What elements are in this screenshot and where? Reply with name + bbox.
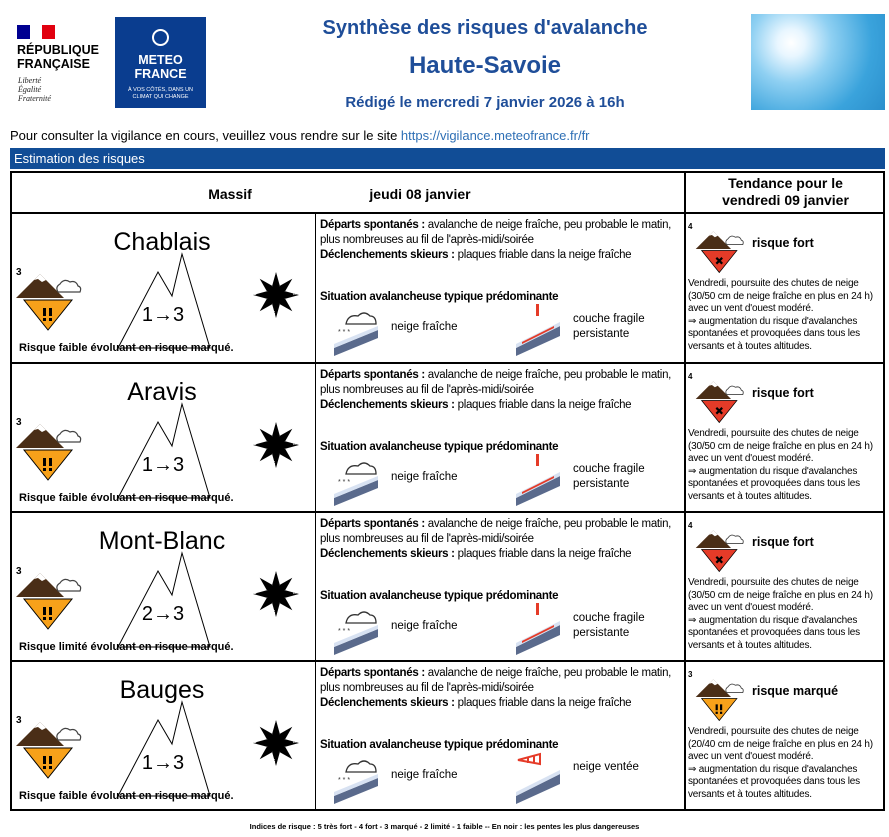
spontaneous-text: avalanche de neige fraîche, peu probable le matin, plus nombreuses au fil de l'après-midi/soirée [320, 219, 672, 246]
page-title: Synthèse des risques d'avalanche [322, 17, 648, 39]
row-divider [10, 660, 885, 662]
compass-o-label: O [253, 590, 257, 596]
risk-caption: Risque faible évoluant en risque marqué. [19, 342, 234, 354]
risk-pictogram-icon [16, 563, 82, 631]
spontaneous-text: avalanche de neige fraîche, peu probable le matin, plus nombreuses au fil de l'après-midi/soirée [320, 369, 672, 396]
risk-level-number: 3 [16, 267, 22, 278]
svg-text:* * *: * * * [338, 628, 351, 635]
problem-2-label: couche fragile persistante [573, 612, 645, 639]
spontaneous-label: Départs spontanés : [320, 518, 425, 530]
trend-text: Vendredi, poursuite des chutes de neige (30/50 cm de neige fraîche en plus en 24 h) avec un vent d'ouest modéré. ⇒ augmentation du risque d'avalanches spontanées et provoquées dans tous les versants et à toutes altitudes. [688, 278, 873, 352]
spontaneous-text: avalanche de neige fraîche, peu probable le matin, plus nombreuses au fil de l'après-midi/soirée [320, 518, 672, 545]
compass-n-label: N [272, 570, 276, 576]
weak-layer-icon [514, 304, 562, 358]
risk-range: 2→3 [141, 603, 185, 625]
skier-label: Déclenchements skieurs : [320, 548, 455, 560]
column-header-trend: Tendance pour le vendredi 09 janvier [722, 175, 849, 208]
problem-1-label: neige fraîche [391, 321, 458, 333]
row-divider [10, 511, 885, 513]
risk-level-number: 3 [16, 417, 22, 428]
vigilance-link[interactable]: https://vigilance.meteofrance.fr/fr [400, 128, 590, 143]
skier-label: Déclenchements skieurs : [320, 249, 455, 261]
risk-caption: Risque limité évoluant en risque marqué. [19, 641, 234, 653]
risk-legend-footer: Indices de risque : 5 très fort - 4 fort - 3 marqué - 2 limité - 1 faible -- En noir : les pentes les plus dangereuses [249, 822, 640, 831]
skier-text: plaques friable dans la neige fraîche [457, 697, 632, 709]
new-snow-icon [332, 308, 380, 360]
column-header-massif: Massif [208, 186, 252, 202]
trend-column-divider [684, 171, 686, 811]
meteo-france-logo [115, 17, 206, 108]
situation-heading: Situation avalancheuse typique prédominante [320, 590, 559, 602]
column-header-day: jeudi 08 janvier [369, 186, 471, 202]
weak-layer-icon [514, 454, 562, 508]
wind-slab-icon [514, 752, 562, 806]
trend-text: Vendredi, poursuite des chutes de neige (20/40 cm de neige fraîche en plus en 24 h) avec un vent d'ouest modéré. ⇒ augmentation du risque d'avalanches spontanées et provoquées dans tous les versants et à toutes altitudes. [688, 726, 873, 800]
weak-layer-icon [514, 603, 562, 657]
trend-level-number: 4 [688, 222, 693, 231]
trend-text: Vendredi, poursuite des chutes de neige (30/50 cm de neige fraîche en plus en 24 h) avec un vent d'ouest modéré. ⇒ augmentation du risque d'avalanches spontanées et provoquées dans tous les versants et à toutes altitudes. [688, 577, 873, 651]
situation-heading: Situation avalancheuse typique prédominante [320, 291, 559, 303]
trend-risk-icon [690, 672, 750, 722]
compass-s-label: S [272, 311, 276, 317]
compass-o-label: O [253, 291, 257, 297]
risk-level-number: 3 [16, 715, 22, 726]
meteo-france-symbol-icon [152, 29, 169, 46]
situation-heading: Situation avalancheuse typique prédominante [320, 739, 559, 751]
trend-level-number: 3 [688, 670, 693, 679]
section-band: Estimation des risques [10, 148, 885, 169]
trend-title: risque fort [752, 535, 814, 549]
skier-text: plaques friable dans la neige fraîche [457, 399, 632, 411]
risk-pictogram-icon [16, 264, 82, 332]
compass-e-label: E [293, 590, 297, 596]
meteo-france-tagline: À VOS CÔTÉS, DANS UN CLIMAT QUI CHANGE [127, 87, 194, 100]
risk-range: 1→3 [141, 304, 185, 326]
mountain-altitude-icon [114, 551, 214, 651]
compass-o-label: O [253, 441, 257, 447]
trend-level-number: 4 [688, 521, 693, 530]
new-snow-icon [332, 458, 380, 510]
risk-range: 1→3 [141, 454, 185, 476]
mountain-altitude-icon [114, 700, 214, 800]
situation-heading: Situation avalancheuse typique prédominante [320, 441, 559, 453]
compass-e-label: E [293, 291, 297, 297]
skier-label: Déclenchements skieurs : [320, 399, 455, 411]
trend-risk-icon [690, 224, 750, 274]
problem-1-label: neige fraîche [391, 620, 458, 632]
mountain-altitude-icon [114, 402, 214, 502]
triggers-text [320, 368, 680, 413]
trend-level-number: 4 [688, 372, 693, 381]
compass-e-label: E [293, 739, 297, 745]
skier-label: Déclenchements skieurs : [320, 697, 455, 709]
trend-title: risque fort [752, 386, 814, 400]
mountain-altitude-icon [114, 252, 214, 352]
republique-motto: Liberté Égalité Fraternité [18, 76, 51, 103]
problem-1-label: neige fraîche [391, 471, 458, 483]
skier-text: plaques friable dans la neige fraîche [457, 249, 632, 261]
risk-pictogram-icon [16, 414, 82, 482]
region-title: Haute-Savoie [408, 52, 562, 79]
compass-n-label: N [272, 271, 276, 277]
spontaneous-label: Départs spontanés : [320, 369, 425, 381]
issued-date: Rédigé le mercredi 7 janvier 2026 à 16h [345, 94, 625, 111]
triggers-text [320, 517, 680, 562]
massif-name: Bauges [119, 676, 205, 704]
problem-2-label: couche fragile persistante [573, 463, 645, 490]
new-snow-icon [332, 756, 380, 808]
skier-text: plaques friable dans la neige fraîche [457, 548, 632, 560]
compass-o-label: O [253, 739, 257, 745]
spontaneous-text: avalanche de neige fraîche, peu probable le matin, plus nombreuses au fil de l'après-midi/soirée [320, 667, 672, 694]
trend-risk-icon [690, 374, 750, 424]
risk-caption: Risque faible évoluant en risque marqué. [19, 790, 234, 802]
massif-name: Mont-Blanc [98, 527, 226, 555]
massif-name: Chablais [113, 228, 211, 256]
republique-flag-icon [17, 25, 55, 39]
compass-n-label: N [272, 719, 276, 725]
compass-e-label: E [293, 441, 297, 447]
svg-text:* * *: * * * [338, 329, 351, 336]
spontaneous-label: Départs spontanés : [320, 219, 425, 231]
compass-s-label: S [272, 461, 276, 467]
problem-1-label: neige fraîche [391, 769, 458, 781]
spontaneous-label: Départs spontanés : [320, 667, 425, 679]
triggers-text [320, 666, 680, 711]
risk-range: 1→3 [141, 752, 185, 774]
meteo-france-name: METEO FRANCE [134, 53, 187, 81]
row-divider [10, 362, 885, 364]
trend-text: Vendredi, poursuite des chutes de neige (30/50 cm de neige fraîche en plus en 24 h) avec un vent d'ouest modéré. ⇒ augmentation du risque d'avalanches spontanées et provoquées dans tous les versants et à toutes altitudes. [688, 428, 873, 502]
new-snow-icon [332, 607, 380, 659]
svg-text:* * *: * * * [338, 777, 351, 784]
risk-level-number: 3 [16, 566, 22, 577]
compass-s-label: S [272, 610, 276, 616]
consult-notice [10, 128, 590, 143]
compass-n-label: N [272, 421, 276, 427]
problem-2-label: couche fragile persistante [573, 313, 645, 340]
risk-pictogram-icon [16, 712, 82, 780]
triggers-text [320, 218, 680, 263]
problem-2-label: neige ventée [573, 761, 639, 773]
consult-text: Pour consulter la vigilance en cours, veuillez vous rendre sur le site [10, 128, 401, 143]
sky-photo [751, 14, 885, 110]
trend-title: risque fort [752, 236, 814, 250]
republique-francaise-label: RÉPUBLIQUE FRANÇAISE [17, 43, 99, 71]
risk-caption: Risque faible évoluant en risque marqué. [19, 492, 234, 504]
trend-risk-icon [690, 523, 750, 573]
massif-name: Aravis [127, 378, 197, 406]
trend-title: risque marqué [752, 684, 839, 698]
compass-s-label: S [272, 759, 276, 765]
table-header-divider [10, 212, 885, 214]
svg-text:* * *: * * * [338, 479, 351, 486]
